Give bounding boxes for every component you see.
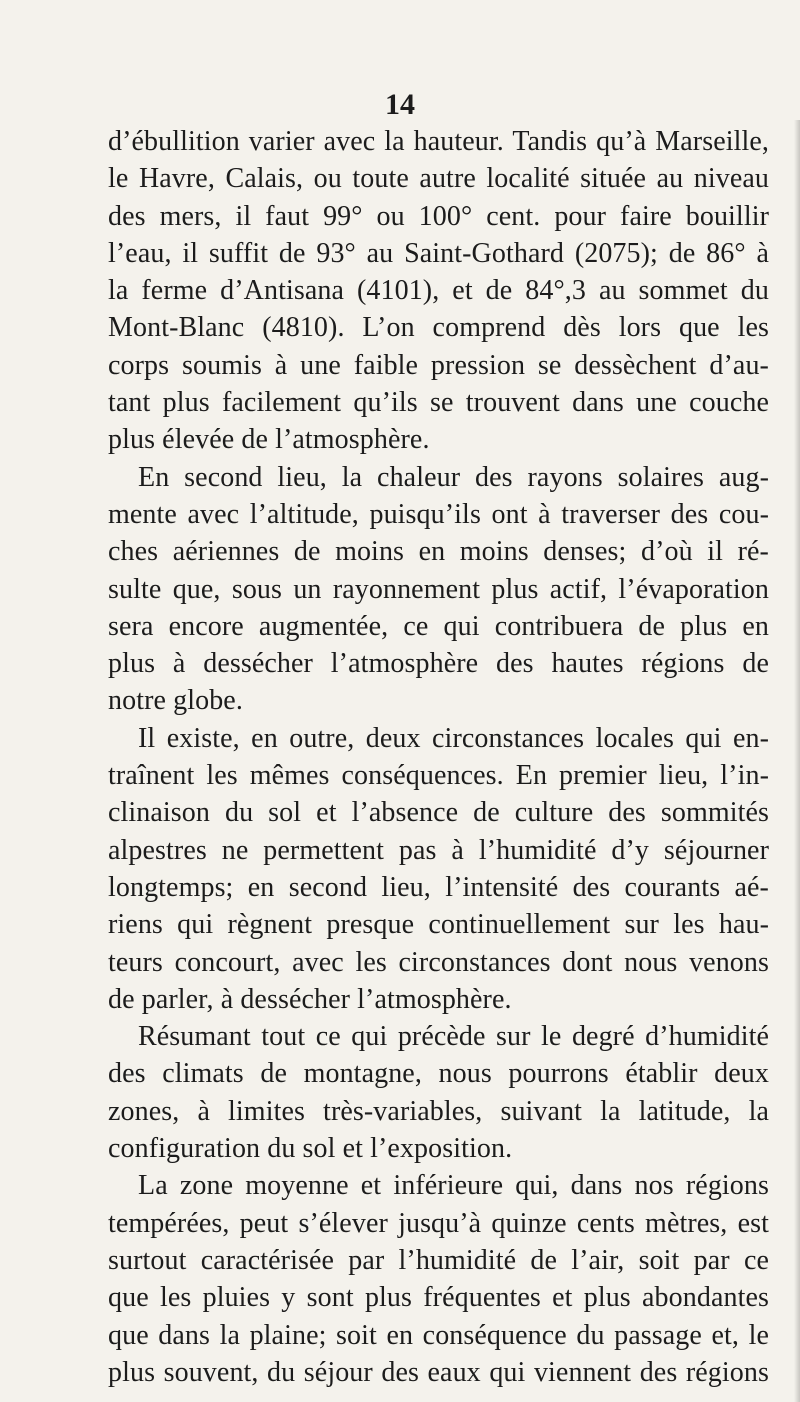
text-line: que les pluies y sont plus fréquentes et plus abondantes	[108, 1282, 769, 1314]
text-line: notre globe.	[108, 685, 243, 717]
text-line: sera encore augmentée, ce qui contribuera de plus en	[108, 610, 769, 642]
text-line: Mont-Blanc (4810). L’on comprend dès lors que les	[108, 312, 769, 344]
text-line: clinaison du sol et l’absence de culture des sommités	[108, 797, 769, 829]
text-line: La zone moyenne et inférieure qui, dans nos régions	[138, 1170, 769, 1202]
text-line: traînent les mêmes conséquences. En premier lieu, l’in-	[108, 760, 769, 792]
text-line: riens qui règnent presque continuellement sur les hau-	[108, 909, 769, 941]
text-line: configuration du sol et l’exposition.	[108, 1133, 513, 1165]
text-line: tempérées, peut s’élever jusqu’à quinze cents mètres, est	[108, 1207, 769, 1239]
text-line: longtemps; en second lieu, l’intensité des courants aé-	[108, 871, 769, 903]
text-line: zones, à limites très-variables, suivant la latitude, la	[108, 1095, 769, 1127]
text-line: Résumant tout ce qui précède sur le degré d’humidité	[138, 1021, 769, 1053]
text-line: sulte que, sous un rayonnement plus actif, l’évaporation	[108, 573, 769, 605]
text-line: des mers, il faut 99° ou 100° cent. pour faire bouillir	[108, 200, 769, 232]
text-line: alpestres ne permettent pas à l’humidité d’y séjourner	[108, 834, 769, 866]
text-line: surtout caractérisée par l’humidité de l’air, soit par ce	[108, 1244, 769, 1276]
text-line: Il existe, en outre, deux circonstances locales qui en-	[138, 722, 769, 754]
text-line: plus à dessécher l’atmosphère des hautes régions de	[108, 648, 769, 680]
text-line: la ferme d’Antisana (4101), et de 84°,3 au sommet du	[108, 275, 769, 307]
text-line: corps soumis à une faible pression se dessèchent d’au-	[108, 349, 769, 381]
text-line: que dans la plaine; soit en conséquence du passage et, le	[108, 1319, 769, 1351]
text-line: plus souvent, du séjour des eaux qui viennent des régions	[108, 1356, 769, 1388]
text-line: plus élevée de l’atmosphère.	[108, 424, 430, 456]
body-text	[108, 123, 769, 1391]
text-line: teurs concourt, avec les circonstances dont nous venons	[108, 946, 769, 978]
text-line: des climats de montagne, nous pourrons établir deux	[108, 1058, 769, 1090]
text-line: mente avec l’altitude, puisqu’ils ont à traverser des cou-	[108, 498, 769, 530]
text-line: le Havre, Calais, ou toute autre localité située au niveau	[108, 163, 769, 195]
page-edge-shadow	[794, 120, 800, 1402]
text-line: l’eau, il suffit de 93° au Saint-Gothard (2075); de 86° à	[108, 237, 769, 269]
text-line: ches aériennes de moins en moins denses; d’où il ré-	[108, 536, 769, 568]
text-line: d’ébullition varier avec la hauteur. Tandis qu’à Marseille,	[108, 126, 769, 157]
text-line: En second lieu, la chaleur des rayons solaires aug-	[138, 461, 769, 493]
page-number: 14	[385, 88, 415, 121]
text-line: tant plus facilement qu’ils se trouvent dans une couche	[108, 387, 769, 419]
text-line: de parler, à dessécher l’atmosphère.	[108, 983, 512, 1015]
